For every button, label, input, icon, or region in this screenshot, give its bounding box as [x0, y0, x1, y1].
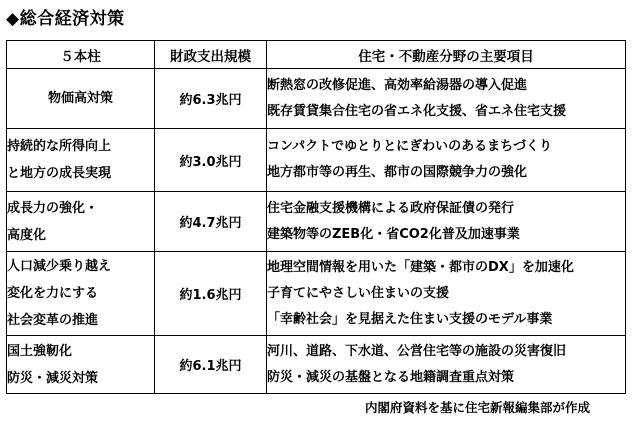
- header-pillars: ５本柱: [7, 41, 155, 69]
- table-row: [7, 69, 626, 129]
- items-cell: [267, 69, 626, 129]
- items-cell: [267, 129, 626, 192]
- table-row: [7, 252, 626, 336]
- header-items: 住宅・不動産分野の主要項目: [267, 41, 626, 69]
- item-line: 「幸齢社会」を見据えた住まい支援のモデル事業: [267, 311, 553, 327]
- items-cell: [267, 192, 626, 252]
- table-row: [7, 192, 626, 252]
- budget-cell: 約1.6兆円: [155, 252, 267, 336]
- pillar-line: 社会変革の推進: [7, 313, 99, 328]
- items-cell: [267, 252, 626, 336]
- pillar-line: 変化を力にする: [7, 286, 99, 301]
- item-line: 地理空間情報を用いた「建築・都市のDX」を加速化: [267, 259, 574, 275]
- pillar-line: 人口減少乗り越え: [7, 259, 112, 274]
- item-line: 建築物等のZEB化・省CO2化普及加速事業: [267, 226, 520, 242]
- pillar-line: 持続的な所得向上: [7, 139, 112, 154]
- item-line: 既存賃貸集合住宅の省エネ化支援、省エネ住宅支援: [267, 103, 567, 119]
- pillar-line: 防災・減災対策: [7, 370, 99, 386]
- items-cell: [267, 336, 626, 394]
- header-budget: 財政支出規模: [155, 41, 267, 69]
- budget-cell: 約6.3兆円: [155, 69, 267, 129]
- source-note: 内閣府資料を基に住宅新報編集部が作成: [364, 400, 590, 415]
- item-line: 子育てにやさしい住まいの支援: [267, 285, 450, 301]
- item-line: 河川、道路、下水道、公営住宅等の施設の災害復旧: [267, 343, 567, 359]
- item-line: 住宅金融支援機構による政府保証債の発行: [267, 200, 515, 216]
- pillar-line: 国土強靭化: [7, 343, 73, 359]
- page-title: ◆総合経済対策: [6, 9, 125, 29]
- budget-cell: 約4.7兆円: [155, 192, 267, 252]
- pillar-cell: [7, 69, 155, 129]
- budget-cell: 約3.0兆円: [155, 129, 267, 192]
- table-row: [7, 336, 626, 394]
- item-line: コンパクトでゆとりとにぎわいのあるまちづくり: [267, 139, 552, 154]
- pillar-cell: [7, 192, 155, 252]
- pillar-cell: [7, 336, 155, 394]
- table-header-row: [7, 41, 626, 69]
- pillar-cell: [7, 252, 155, 336]
- table-row: [7, 129, 626, 192]
- budget-cell: 約6.1兆円: [155, 336, 267, 394]
- pillar-line: 高度化: [7, 227, 47, 243]
- item-line: 地方都市等の再生、都市の国際競争力の強化: [267, 165, 528, 180]
- item-line: 断熱窓の改修促進、高効率給湯器の導入促進: [267, 77, 528, 93]
- pillar-cell: [7, 129, 155, 192]
- economic-measures-table: [6, 40, 626, 394]
- item-line: 防災・減災の基盤となる地籍調査重点対策: [267, 369, 515, 385]
- pillar-line: と地方の成長実現: [7, 166, 112, 181]
- pillar-line: 成長力の強化・: [7, 200, 99, 216]
- pillar-line: 物価高対策: [47, 91, 113, 106]
